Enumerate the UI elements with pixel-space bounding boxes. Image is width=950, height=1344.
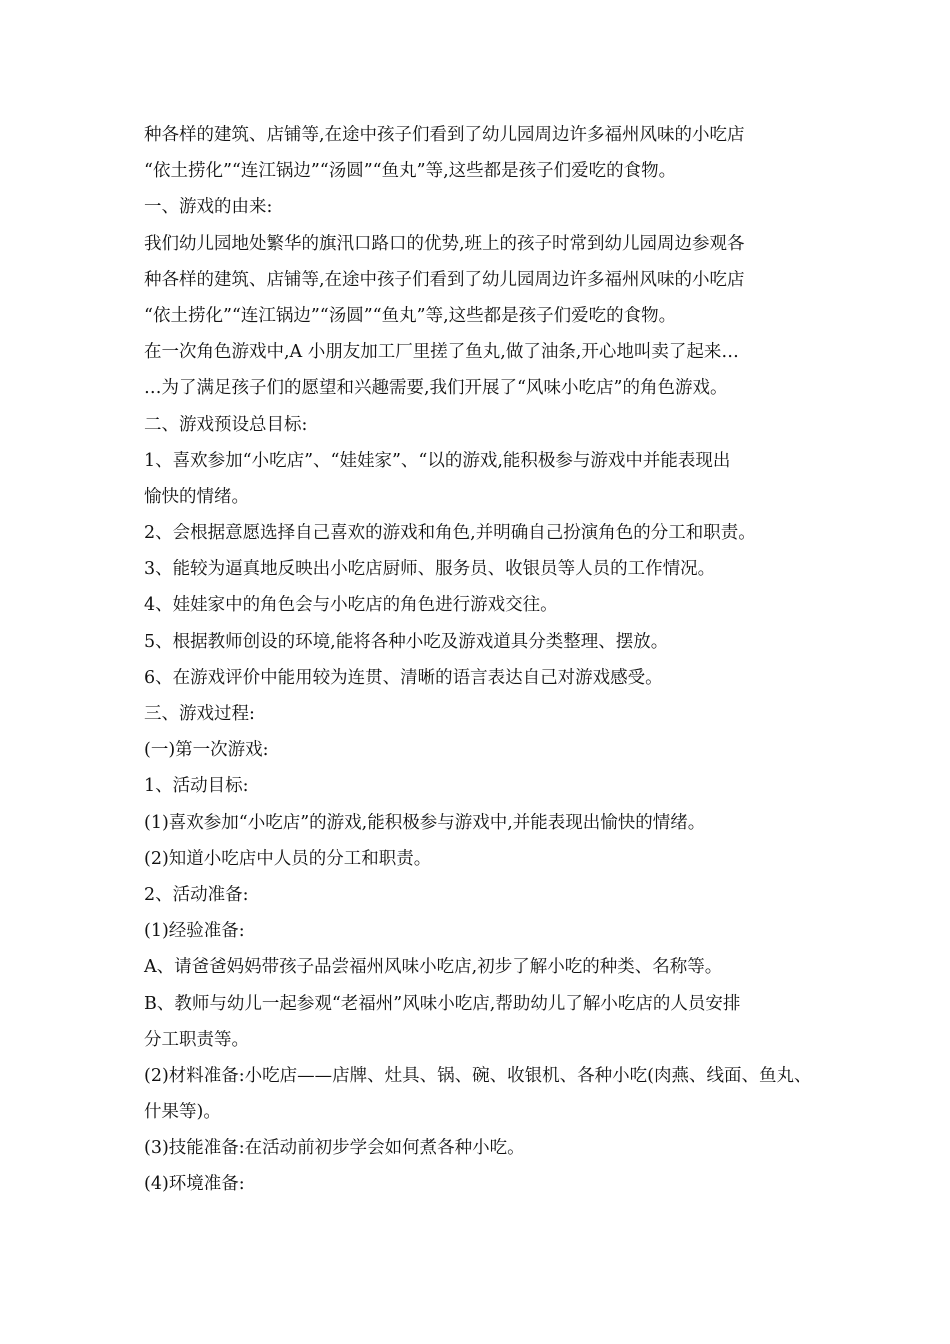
text-line: 1、活动目标: (144, 776, 249, 797)
text-line: (1)喜欢参加“小吃店”的游戏,能积极参与游戏中,并能表现出愉快的情绪。 (144, 812, 706, 833)
text-line: 什果等)。 (144, 1102, 221, 1123)
text-line: 种各样的建筑、店铺等,在途中孩子们看到了幼儿园周边许多福州风味的小吃店 (144, 269, 745, 290)
document-body (144, 117, 812, 1203)
text-line: (2)材料准备:小吃店——店牌、灶具、锅、碗、收银机、各种小吃(肉燕、线面、鱼丸、 (144, 1065, 812, 1086)
text-line: 6、在游戏评价中能用较为连贯、清晰的语言表达自己对游戏感受。 (144, 667, 663, 688)
text-line: 在一次角色游戏中,A 小朋友加工厂里搓了鱼丸,做了油条,开心地叫卖了起来… (144, 342, 739, 363)
section-heading: 一、游戏的由来: (144, 197, 273, 218)
text-line: …为了满足孩子们的愿望和兴趣需要,我们开展了“风味小吃店”的角色游戏。 (144, 378, 728, 399)
text-line: (4)环境准备: (144, 1174, 245, 1195)
text-line: “依土捞化”“连江锅边”“汤圆”“鱼丸”等,这些都是孩子们爱吃的食物。 (144, 161, 677, 182)
section-heading: 二、游戏预设总目标: (144, 414, 308, 435)
text-line: (1)经验准备: (144, 921, 245, 942)
text-line: 种各样的建筑、店铺等,在途中孩子们看到了幼儿园周边许多福州风味的小吃店 (144, 125, 745, 145)
text-line: B、教师与幼儿一起参观“老福州”风味小吃店,帮助幼儿了解小吃店的人员安排 (144, 993, 741, 1014)
text-line: 2、活动准备: (144, 884, 249, 905)
text-line: 1、喜欢参加“小吃店”、“娃娃家”、“以的游戏,能积极参与游戏中并能表现出 (144, 450, 731, 471)
section-heading: 三、游戏过程: (144, 704, 255, 724)
text-line: 3、能较为逼真地反映出小吃店厨师、服务员、收银员等人员的工作情况。 (144, 559, 716, 580)
text-line: 我们幼儿园地处繁华的旗汛口路口的优势,班上的孩子时常到幼儿园周边参观各 (144, 233, 745, 254)
text-line: 愉快的情绪。 (144, 486, 249, 507)
text-line: (3)技能准备:在活动前初步学会如何煮各种小吃。 (144, 1138, 525, 1159)
text-line: 分工职责等。 (144, 1029, 249, 1050)
text-line: (2)知道小吃店中人员的分工和职责。 (144, 848, 432, 869)
text-line: “依土捞化”“连江锅边”“汤圆”“鱼丸”等,这些都是孩子们爱吃的食物。 (144, 305, 677, 326)
text-line: A、请爸爸妈妈带孩子品尝福州风味小吃店,初步了解小吃的种类、名称等。 (144, 957, 723, 978)
subsection-heading: (一)第一次游戏: (144, 740, 269, 761)
text-line: 4、娃娃家中的角色会与小吃店的角色进行游戏交往。 (144, 595, 558, 616)
text-line: 2、会根据意愿选择自己喜欢的游戏和角色,并明确自己扮演角色的分工和职责。 (144, 523, 756, 544)
text-line: 5、根据教师创设的环境,能将各种小吃及游戏道具分类整理、摆放。 (144, 631, 669, 652)
